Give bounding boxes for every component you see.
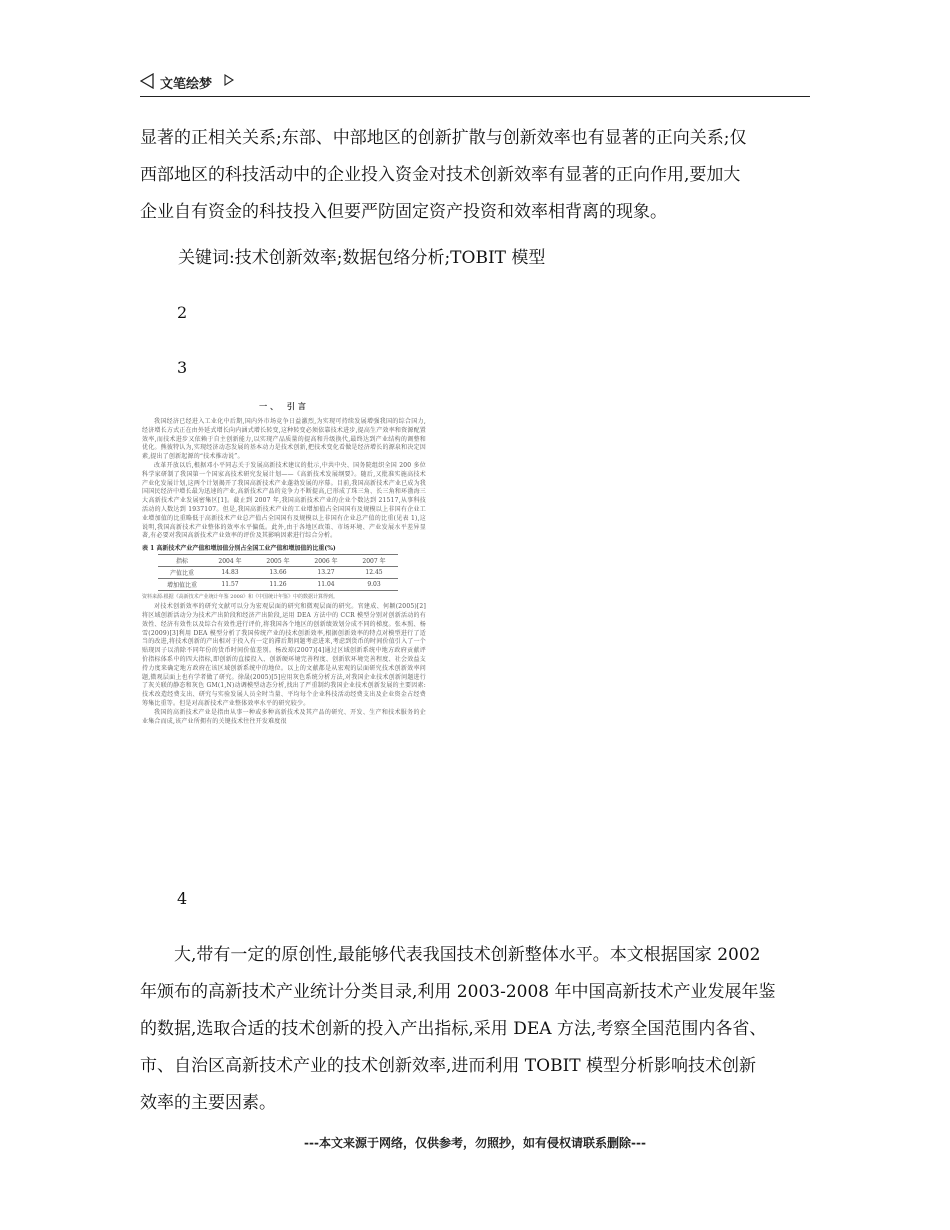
page-footer: ---本文来源于网络，仅供参考，勿照抄，如有侵权请联系删除---: [304, 1136, 646, 1150]
page-number: 2: [177, 303, 188, 322]
page-number: 3: [177, 358, 188, 377]
table-cell: 9.03: [350, 579, 398, 591]
scan-paragraph: 我国的高新技术产业是指由从事一种或多种高新技术及其产品的研究、开发、生产和技术服务的企业集合而成,该产业所拥有的关键技术往往开发难度很: [142, 708, 426, 725]
page-header: [140, 70, 810, 97]
table-cell: 增加值比重: [158, 579, 206, 591]
table-cell: 14.83: [206, 567, 254, 579]
text-line: 效率的主要因素。: [140, 1093, 276, 1113]
text-line: 的数据,选取合适的技术创新的投入产出指标,采用 DEA 方法,考察全国范围内各省、: [140, 1019, 767, 1039]
table-header-cell: 2007 年: [350, 555, 398, 567]
table-header-cell: 2004 年: [206, 555, 254, 567]
table-cell: 11.04: [302, 579, 350, 591]
scan-table-source: 资料来源:根据《高新技术产业统计年鉴 2008》和《中国统计年鉴》中的数据计算得到。: [142, 594, 339, 601]
scan-paragraph: 改革开放以后,根据邓小平同志关于发展高新技术建议的批示,中共中央、国务院组织全国 200 多位科学家研制了我国第一个国家高技术研究发展计划——《高新技术发展纲要》。随后,又批准实施高技术产业化发展计划,这两个计划揭开了我国高新技术产业蓬勃发展的序幕。目前,我国高新技术产业已成为我国国民经济中增长最为迅速的产业,高新技术产品的竞争力不断提高,已形成了珠三角、长三角和环渤海三大高新技术产业发展密集区[1]。截止到 2007 年,我国高新技术产业的企业个数达到 21517,从事科技活动的人数达到 1937107。但是,我国高新技术产业的工业增加值占全国国有及规模以上非国有企业工业增加值的比重略低于高新技术产业总产值占全国国有及规模以上非国有企业总产值的比重(见表 1),这说明,我国高新技术产业整体的效率水平偏低。此外,由于各地区政策、市场环境、产业发展水平差异显著,有必要对我国高新技术产业效率的评价及其影响因素进行综合分析。: [142, 461, 426, 540]
text-line: 年颁布的高新技术产业统计分类目录,利用 2003-2008 年中国高新技术产业发展年鉴: [140, 982, 776, 1002]
table-cell: 13.27: [302, 567, 350, 579]
scan-table: [158, 554, 398, 591]
text-line: 显著的正相关关系;东部、中部地区的创新扩散与创新效率也有显著的正向关系;仅: [140, 128, 747, 148]
text-line: 市、自治区高新技术产业的技术创新效率,进而利用 TOBIT 模型分析影响技术创新: [140, 1056, 757, 1076]
table-cell: 13.66: [254, 567, 302, 579]
scanned-page-image: [140, 398, 428, 858]
abstract-paragraph: [140, 120, 810, 231]
text-line: 大,带有一定的原创性,最能够代表我国技术创新整体水平。本文根据国家 2002: [174, 945, 761, 965]
table-cell: 12.45: [350, 567, 398, 579]
scan-paragraph: 对技术创新效率的研究文献可以分为宏观层面的研究和微观层面的研究。官建成、何颖(2005)[2]将区域创新活动分为技术产出阶段和经济产出阶段,运用 DEA 方法中的 CCR 模型分别对创新活动的有效性、经济有效性以及综合有效性进行评价,将我国各个地区的创新绩效划分成不同的梯度。张本照、杨 雪(2009)[3]利用 DEA 模型分析了我国传统产业的技术创新效率,根据创新效率的特点对模型进行了适当的改进,将技术创新的产出相对于投入有一定的滞后期问题考虑进来,考虑到货币的时间价值引入了一个贴现因子以消除不同年份的货币时间价值差别。杨改琼(2007)[4]通过区域创新系统中地方政府贡献评价指标体系中的四大指标,即创新的直接投入、创新硬环境完善程度、创新软环境完善程度、社会效益支持力度来确定地方政府在该区域创新系统中的地位。以上的文献都是从宏观的层面研究技术创新效率问题,微观层面上也有学者做了研究。徐晟(2005)[5]应用灰色系统分析方法,对我国企业技术创新问题进行了灰关联的静态和灰色 GM(1,N)动调模型动态分析,找出了严重制约我国企业技术创新发展的主要因素:技术改造经费支出、研究与实验发展人员全时当量、平均每个企业科技活动经费支出及企业资金占经费筹集比重等。但是对高新技术产业整体效率水平的研究较少。: [142, 603, 426, 707]
table-cell: 11.57: [206, 579, 254, 591]
text-line: 企业自有资金的科技投入但要严防固定资产投资和效率相背离的现象。: [140, 202, 667, 222]
page-number: 4: [177, 889, 188, 908]
table-header-row: [158, 555, 398, 567]
table-row: [158, 567, 398, 579]
triangle-left-icon: [140, 73, 154, 89]
scan-paragraph: 我国经济已经进入工业化中后期,国内外市场竞争日益激烈,为实现可持续发展增强我国的综合国力,经济增长方式正在由外延式增长向内涵式增长转变,这种转变必须依靠技术进步,提高生产效率和资源配置效率,而技术进步又依赖于自主创新能力,以实现产品质量的提高和升级换代,最终达到产业结构的调整和优化。熊彼特认为,实现经济动态发展的基本动力是技术创新,把技术变化看做是经济增长的源泉和决定因素,提出了创新起源的“技术推动说”。: [142, 418, 426, 461]
scan-table-title: 表 1 高新技术产业产值和增加值分别占全国工业产值和增加值的比重(%): [142, 545, 336, 553]
text-line: 西部地区的科技活动中的企业投入资金对技术创新效率有显著的正向作用,要加大: [140, 165, 741, 185]
table-header-cell: 2006 年: [302, 555, 350, 567]
triangle-right-icon: [224, 74, 234, 86]
table-cell: 产值比重: [158, 567, 206, 579]
table-header-cell: 指标: [158, 555, 206, 567]
table-row: [158, 579, 398, 591]
table-header-cell: 2005 年: [254, 555, 302, 567]
table-cell: 11.26: [254, 579, 302, 591]
scan-section-title: 一、 引言: [259, 401, 309, 411]
keywords: 关键词:技术创新效率;数据包络分析;TOBIT 模型: [178, 248, 546, 268]
header-brand: 文笔绘梦: [160, 77, 213, 92]
intro-paragraph: [140, 937, 810, 1122]
